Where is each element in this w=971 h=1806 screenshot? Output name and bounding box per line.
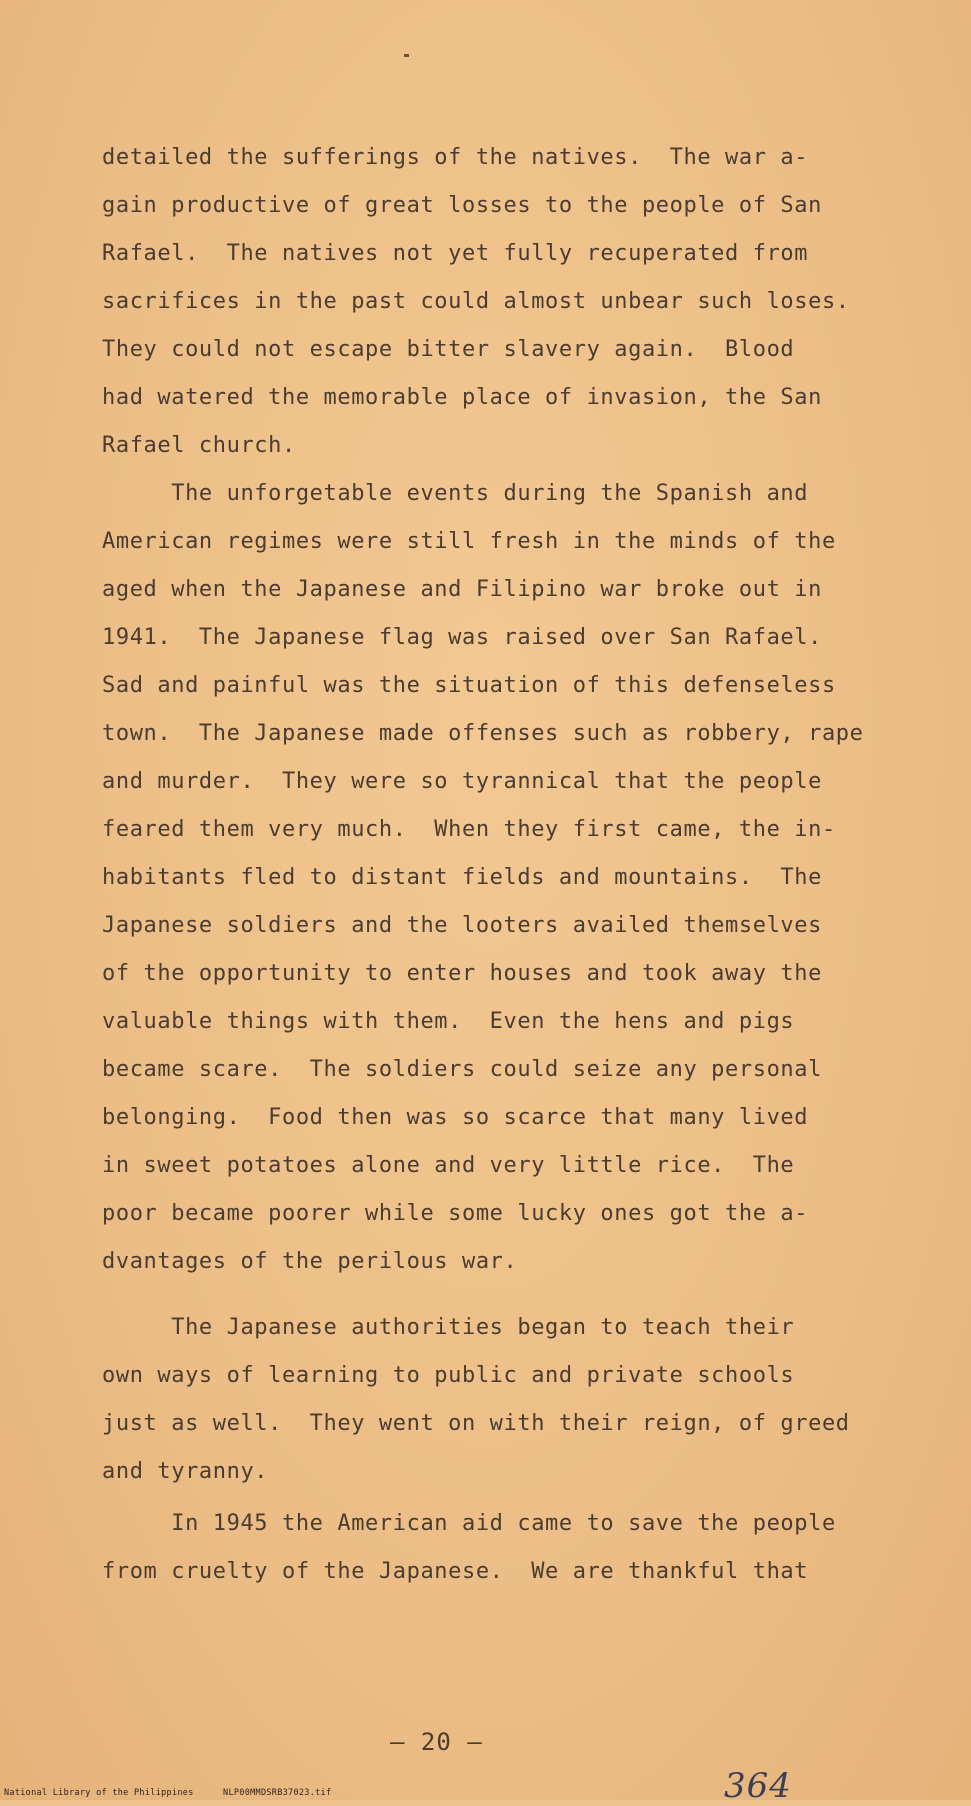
text-line: had watered the memorable place of invasion, the San (102, 385, 822, 410)
text-line: detailed the sufferings of the natives. The war a- (102, 145, 809, 170)
text-line: Rafael church. (102, 433, 296, 458)
text-line: Sad and painful was the situation of this defenseless (102, 673, 836, 698)
text-line: The Japanese authorities began to teach their (102, 1315, 795, 1340)
text-line: 1941. The Japanese flag was raised over San Rafael. (102, 625, 822, 650)
ink-mark (404, 54, 409, 57)
text-line: The unforgetable events during the Spanish and (102, 481, 809, 506)
archive-footer (4, 1788, 355, 1798)
handwritten-page-number: 364 (724, 1766, 792, 1806)
page-number: — 20 — (390, 1728, 483, 1756)
text-line: just as well. They went on with their reign, of greed (102, 1411, 850, 1436)
text-line: aged when the Japanese and Filipino war broke out in (102, 577, 822, 602)
text-line: American regimes were still fresh in the minds of the (102, 529, 836, 554)
text-line: valuable things with them. Even the hens and pigs (102, 1009, 795, 1034)
text-line: habitants fled to distant fields and mountains. The (102, 865, 822, 890)
text-line: own ways of learning to public and private schools (102, 1363, 795, 1388)
text-line: gain productive of great losses to the people of San (102, 193, 822, 218)
text-line: sacrifices in the past could almost unbear such loses. (102, 289, 850, 314)
text-line: became scare. The soldiers could seize any personal (102, 1057, 822, 1082)
text-line: in sweet potatoes alone and very little rice. The (102, 1153, 795, 1178)
text-line: In 1945 the American aid came to save the people (102, 1511, 836, 1536)
library-name: National Library of the Philippines (4, 1788, 194, 1798)
text-line: They could not escape bitter slavery again. Blood (102, 337, 795, 362)
text-line: belonging. Food then was so scarce that many lived (102, 1105, 809, 1130)
text-line: Japanese soldiers and the looters availed themselves (102, 913, 822, 938)
file-name: NLP00MMDSRB37023.tif (223, 1788, 332, 1798)
text-line: town. The Japanese made offenses such as robbery, rape (102, 721, 864, 746)
text-line: poor became poorer while some lucky ones got the a- (102, 1201, 809, 1226)
text-line: and tyranny. (102, 1459, 269, 1484)
text-line: dvantages of the perilous war. (102, 1249, 518, 1274)
text-line: feared them very much. When they first came, the in- (102, 817, 836, 842)
text-line: Rafael. The natives not yet fully recuperated from (102, 241, 809, 266)
text-line: of the opportunity to enter houses and took away the (102, 961, 822, 986)
text-line: and murder. They were so tyrannical that the people (102, 769, 822, 794)
text-line: from cruelty of the Japanese. We are thankful that (102, 1559, 809, 1584)
